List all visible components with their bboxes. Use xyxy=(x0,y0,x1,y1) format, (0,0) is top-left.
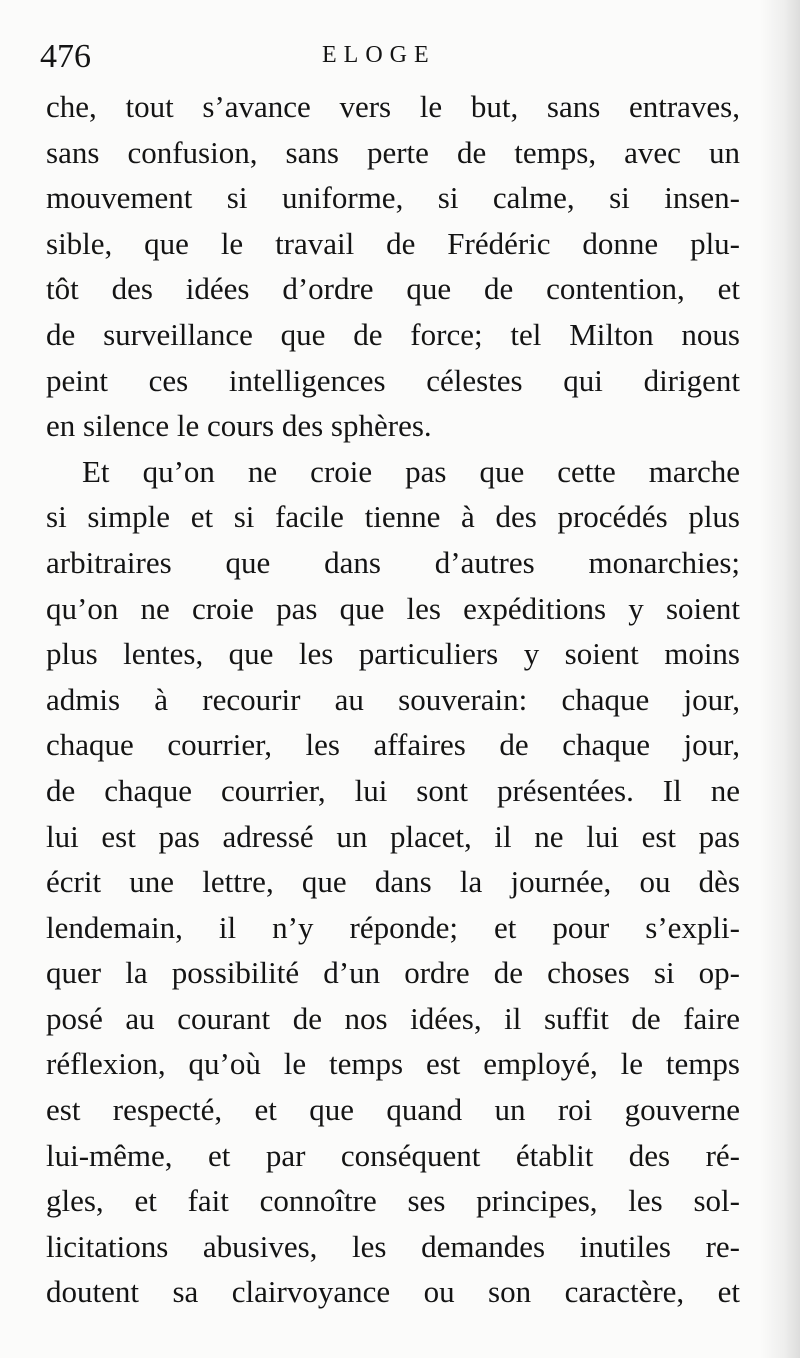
text-line: réflexion, qu’où le temps est employé, le temps xyxy=(46,1046,740,1082)
text-line: qu’on ne croie pas que les expéditions y soient xyxy=(46,590,740,626)
text-line: licitations abusives, les demandes inutiles re- xyxy=(46,1228,740,1264)
text-line: plus lentes, que les particuliers y soient moins xyxy=(46,636,740,672)
text-line: si simple et si facile tienne à des procédés plus xyxy=(46,499,740,535)
text-line: tôt des idées d’ordre que de contention, et xyxy=(46,271,740,307)
text-line: lendemain, il n’y réponde; et pour s’expli- xyxy=(46,909,740,945)
text-line: gles, et fait connoître ses principes, les sol- xyxy=(46,1183,740,1219)
text-line: arbitraires que dans d’autres monarchies; xyxy=(46,544,740,580)
text-line: doutent sa clairvoyance ou son caractère, et xyxy=(46,1274,740,1310)
text-line: sans confusion, sans perte de temps, avec un xyxy=(46,134,740,170)
text-line: mouvement si uniforme, si calme, si insen- xyxy=(46,180,740,216)
text-line: écrit une lettre, que dans la journée, ou dès xyxy=(46,864,740,900)
page-number: 476 xyxy=(40,38,91,75)
text-line: de chaque courrier, lui sont présentées. Il ne xyxy=(46,772,740,808)
text-line: admis à recourir au souverain: chaque jour, xyxy=(46,681,740,717)
running-head: ELOGE xyxy=(322,42,436,68)
text-line: est respecté, et que quand un roi gouverne xyxy=(46,1092,740,1128)
text-line: de surveillance que de force; tel Milton nous xyxy=(46,316,740,352)
page-header xyxy=(40,38,760,78)
paragraph-end-line: en silence le cours des sphères. xyxy=(46,408,432,444)
text-line: lui est pas adressé un placet, il ne lui est pas xyxy=(46,818,740,854)
body-text xyxy=(46,84,740,1315)
text-line: peint ces intelligences célestes qui dirigent xyxy=(46,362,740,398)
text-line: quer la possibilité d’un ordre de choses si op- xyxy=(46,955,740,991)
text-line: posé au courant de nos idées, il suffit de faire xyxy=(46,1000,740,1036)
text-line: che, tout s’avance vers le but, sans entraves, xyxy=(46,89,740,124)
text-line: chaque courrier, les affaires de chaque jour, xyxy=(46,727,740,763)
page-edge-shadow xyxy=(760,0,800,1358)
paragraph-start-line: Et qu’on ne croie pas que cette marche xyxy=(82,453,740,489)
text-line: sible, que le travail de Frédéric donne plu- xyxy=(46,225,740,261)
text-line: lui-même, et par conséquent établit des ré- xyxy=(46,1137,740,1173)
